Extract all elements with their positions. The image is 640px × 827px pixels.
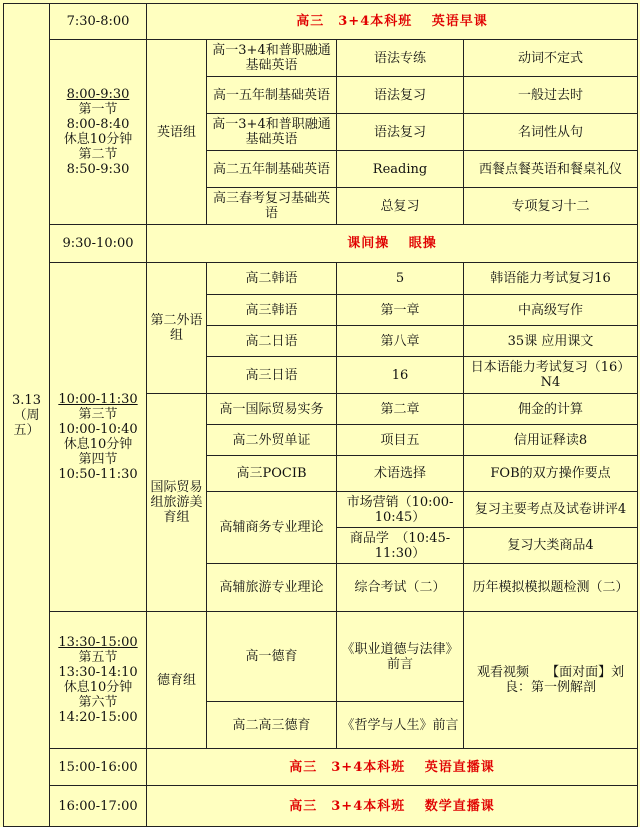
content-cell: 历年模拟模拟题检测（二） [464, 564, 638, 612]
row-live-math [4, 786, 638, 827]
group-second-language: 第二外语组 [147, 263, 207, 394]
unit-cell: 语法复习 [337, 114, 464, 151]
time-live-math: 16:00-17:00 [50, 786, 147, 827]
period-label: 第一节 [78, 102, 118, 117]
course-cell: 高一五年制基础英语 [207, 77, 337, 114]
content-cell: 名词性从句 [464, 114, 638, 151]
time-range: 10:00-11:30 [58, 392, 138, 407]
course-cell: 高一3+4和普职融通基础英语 [207, 114, 337, 151]
course-cell: 高三韩语 [207, 295, 337, 326]
course-cell: 高三春考复习基础英语 [207, 188, 337, 225]
row-morning [4, 4, 638, 40]
period-label: 第二节 [78, 147, 118, 162]
unit-cell: 第八章 [337, 326, 464, 357]
period-time: 8:50-9:30 [66, 162, 130, 177]
unit-cell: 5 [337, 263, 464, 295]
content-cell: 35课 应用课文 [464, 326, 638, 357]
course-cell: 高二日语 [207, 326, 337, 357]
course-cell: 高二高三德育 [207, 702, 337, 749]
content-cell: 观看视频 【面对面】刘良：第一例解剖 [464, 612, 638, 749]
content-cell: 复习主要考点及试卷讲评4 [464, 492, 638, 528]
row-break [4, 225, 638, 263]
unit-cell: 《哲学与人生》前言 [337, 702, 464, 749]
unit-cell: 项目五 [337, 425, 464, 456]
banner-morning: 高三 3+4本科班 英语早课 [147, 4, 638, 40]
time-block-2 [50, 263, 147, 612]
content-cell: 一般过去时 [464, 77, 638, 114]
time-range: 8:00-9:30 [66, 87, 130, 102]
content-cell: 中高级写作 [464, 295, 638, 326]
content-cell: FOB的双方操作要点 [464, 456, 638, 492]
banner-break: 课间操 眼操 [147, 225, 638, 263]
banner-live-english: 高三 3+4本科班 英语直播课 [147, 749, 638, 786]
course-cell: 高辅商务专业理论 [207, 492, 337, 564]
day-weekday-2: 五） [13, 422, 40, 438]
table-row [4, 263, 638, 295]
unit-cell: 商品学 （10:45-11:30） [337, 528, 464, 564]
row-live-english [4, 749, 638, 786]
course-cell: 高三日语 [207, 357, 337, 394]
content-cell: 专项复习十二 [464, 188, 638, 225]
unit-cell: 语法复习 [337, 77, 464, 114]
period-time: 10:50-11:30 [58, 467, 138, 482]
content-cell: 复习大类商品4 [464, 528, 638, 564]
period-label: 第三节 [78, 407, 118, 422]
course-cell: 高三POCIB [207, 456, 337, 492]
course-cell: 高二韩语 [207, 263, 337, 295]
unit-cell: 总复习 [337, 188, 464, 225]
content-cell: 西餐点餐英语和餐桌礼仪 [464, 151, 638, 188]
unit-cell: 语法专练 [337, 40, 464, 77]
unit-cell: 第一章 [337, 295, 464, 326]
unit-cell: 《职业道德与法律》前言 [337, 612, 464, 702]
unit-cell: Reading [337, 151, 464, 188]
rest-label: 休息10分钟 [63, 437, 133, 452]
banner-live-math: 高三 3+4本科班 数学直播课 [147, 786, 638, 827]
unit-cell: 16 [337, 357, 464, 394]
course-cell: 高一3+4和普职融通基础英语 [207, 40, 337, 77]
unit-cell: 第二章 [337, 394, 464, 425]
course-cell: 高一国际贸易实务 [207, 394, 337, 425]
period-label: 第六节 [78, 695, 118, 710]
period-label: 第四节 [78, 452, 118, 467]
time-block-3 [50, 612, 147, 749]
time-morning: 7:30-8:00 [50, 4, 147, 40]
period-time: 10:00-10:40 [58, 422, 138, 437]
time-block-1 [50, 40, 147, 225]
unit-cell: 术语选择 [337, 456, 464, 492]
table-row [4, 612, 638, 702]
period-time: 14:20-15:00 [58, 710, 138, 725]
day-weekday-1: （周 [13, 407, 40, 423]
day-cell [4, 4, 50, 827]
course-cell: 高二五年制基础英语 [207, 151, 337, 188]
time-break: 9:30-10:00 [50, 225, 147, 263]
unit-cell: 市场营销（10:00-10:45） [337, 492, 464, 528]
content-cell: 韩语能力考试复习16 [464, 263, 638, 295]
table-row [4, 40, 638, 77]
unit-cell: 综合考试（二） [337, 564, 464, 612]
group-trade-tourism: 国际贸易组旅游美育组 [147, 394, 207, 612]
period-time: 13:30-14:10 [58, 665, 138, 680]
rest-label: 休息10分钟 [63, 132, 133, 147]
content-cell: 信用证释读8 [464, 425, 638, 456]
rest-label: 休息10分钟 [63, 680, 133, 695]
schedule-table [3, 3, 638, 827]
group-english: 英语组 [147, 40, 207, 225]
course-cell: 高辅旅游专业理论 [207, 564, 337, 612]
period-label: 第五节 [78, 650, 118, 665]
day-date: 3.13 [12, 392, 41, 408]
group-moral-education: 德育组 [147, 612, 207, 749]
time-live-english: 15:00-16:00 [50, 749, 147, 786]
course-cell: 高二外贸单证 [207, 425, 337, 456]
time-range: 13:30-15:00 [58, 635, 138, 650]
content-cell: 佣金的计算 [464, 394, 638, 425]
period-time: 8:00-8:40 [66, 117, 130, 132]
course-cell: 高一德育 [207, 612, 337, 702]
content-cell: 日本语能力考试复习（16）N4 [464, 357, 638, 394]
content-cell: 动词不定式 [464, 40, 638, 77]
